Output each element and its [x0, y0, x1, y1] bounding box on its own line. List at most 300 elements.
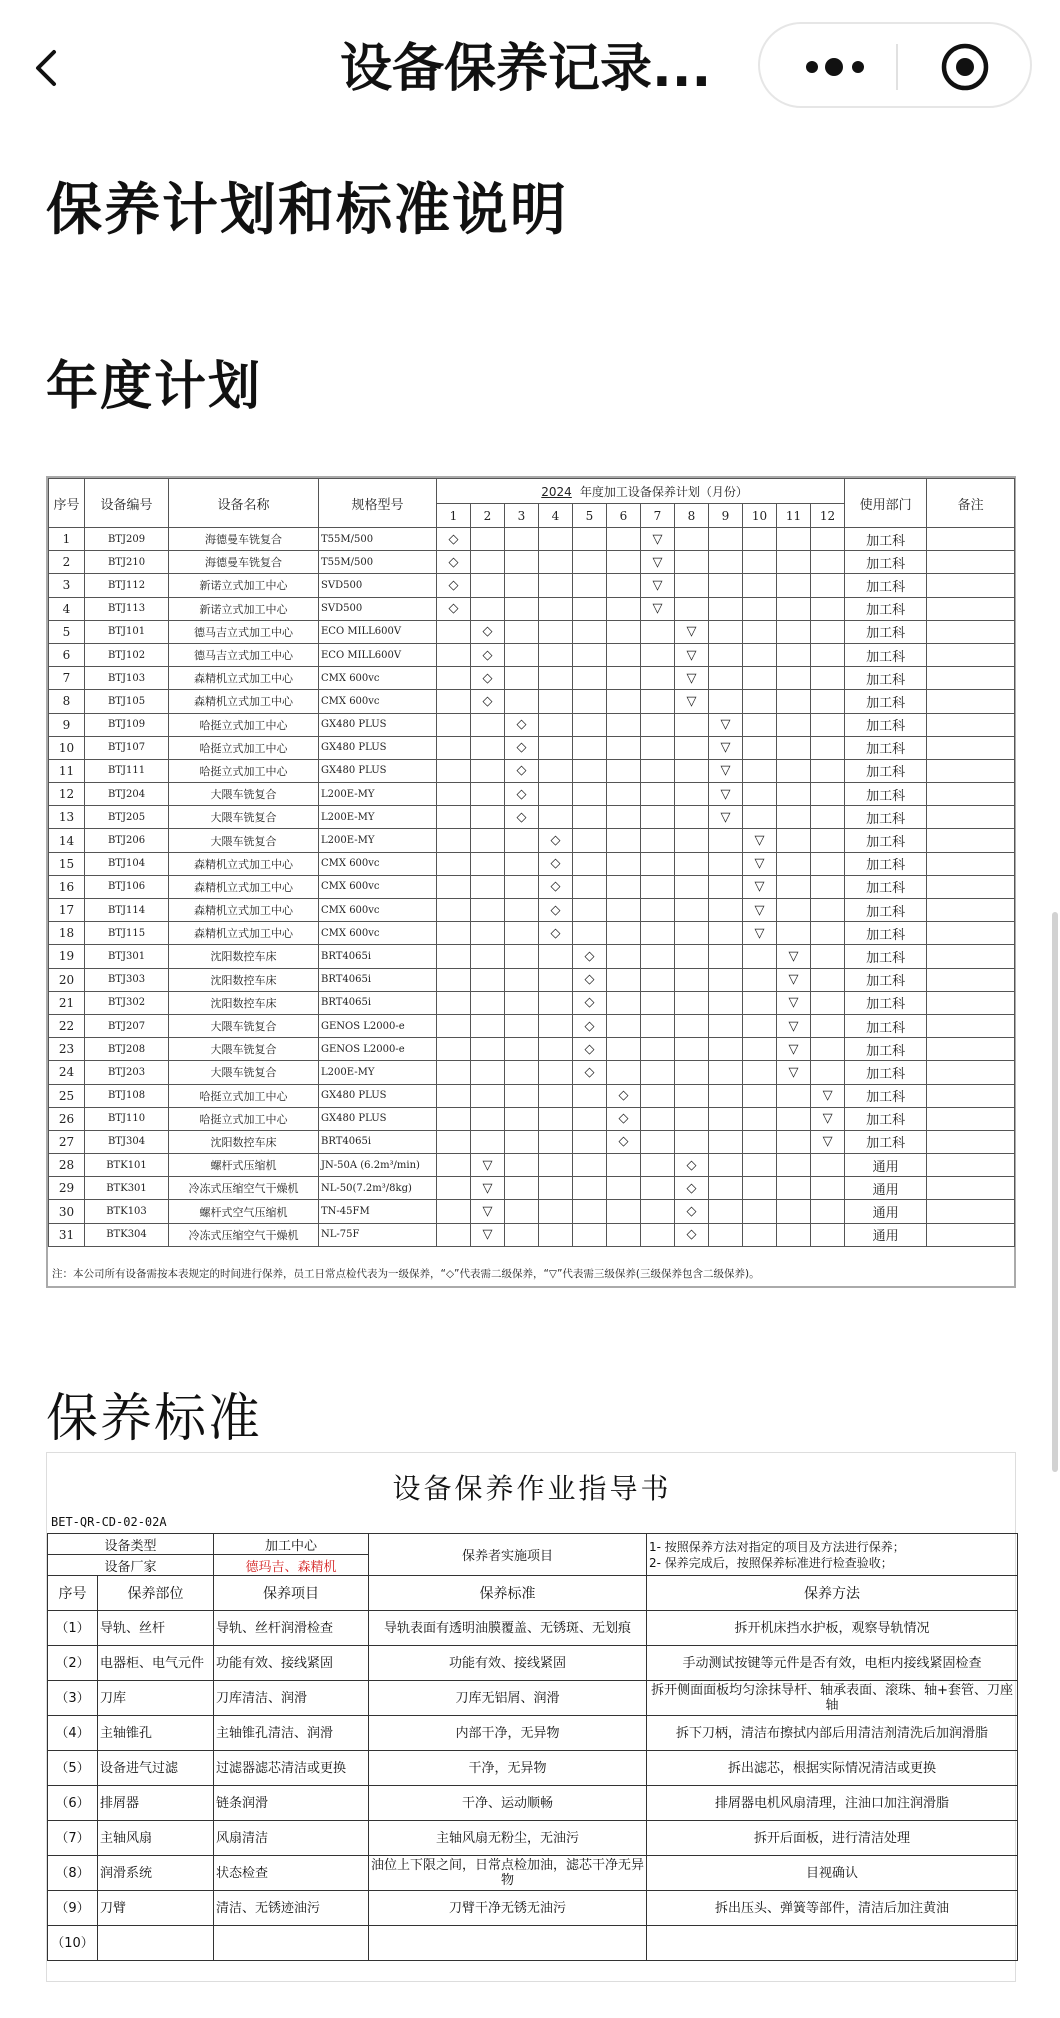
month-cell [573, 1154, 607, 1177]
month-cell [641, 736, 675, 759]
guide-std: 刀库无铝屑、润滑 [369, 1681, 647, 1716]
row-model: CMX 600vc [319, 875, 437, 898]
month-cell [641, 852, 675, 875]
table-row [49, 667, 1015, 690]
row-name: 冷冻式压缩空气干燥机 [169, 1223, 319, 1246]
month-cell [505, 899, 539, 922]
row-remark [927, 899, 1015, 922]
row-remark [927, 528, 1015, 551]
month-cell [437, 620, 471, 643]
guide-no: （6） [48, 1786, 98, 1821]
table-row [49, 1154, 1015, 1177]
guide-no: （5） [48, 1751, 98, 1786]
row-dept: 加工科 [845, 1084, 927, 1107]
month-cell [437, 899, 471, 922]
g-col-method: 保养方法 [647, 1576, 1018, 1611]
level2-diamond-icon: ◇ [686, 1157, 697, 1173]
table-row [49, 806, 1015, 829]
month-cell [811, 852, 845, 875]
month-cell [471, 1154, 505, 1177]
row-model: GX480 PLUS [319, 1084, 437, 1107]
table-row [49, 1200, 1015, 1223]
month-cell [709, 736, 743, 759]
month-cell [675, 713, 709, 736]
page-title: 设备保养记录... [340, 39, 712, 99]
col-month: 8 [675, 504, 709, 528]
month-cell [471, 899, 505, 922]
month-cell [811, 667, 845, 690]
month-cell [437, 574, 471, 597]
month-cell [709, 759, 743, 782]
level3-triangle-icon: ▽ [754, 856, 765, 872]
month-cell [573, 1038, 607, 1061]
month-cell [743, 1107, 777, 1130]
level2-diamond-icon: ◇ [618, 1111, 629, 1127]
row-name: 森精机立式加工中心 [169, 922, 319, 945]
month-cell [505, 1014, 539, 1037]
level2-diamond-icon: ◇ [516, 786, 527, 802]
month-cell [573, 597, 607, 620]
guide-item [214, 1926, 369, 1961]
month-cell [505, 968, 539, 991]
month-cell [505, 1061, 539, 1084]
month-cell [709, 551, 743, 574]
month-cell [573, 667, 607, 690]
row-model: ECO MILL600V [319, 620, 437, 643]
row-name: 冷冻式压缩空气干燥机 [169, 1177, 319, 1200]
g-col-no: 序号 [48, 1576, 98, 1611]
month-cell [471, 829, 505, 852]
month-cell [505, 1107, 539, 1130]
row-dept: 加工科 [845, 1130, 927, 1153]
month-cell [505, 597, 539, 620]
level3-triangle-icon: ▽ [788, 972, 799, 988]
guide-row [48, 1926, 1018, 1961]
level2-diamond-icon: ◇ [516, 740, 527, 756]
month-cell [437, 1223, 471, 1246]
month-cell [709, 713, 743, 736]
level3-triangle-icon: ▽ [686, 624, 697, 640]
month-cell [539, 620, 573, 643]
month-cell [539, 783, 573, 806]
month-cell [743, 667, 777, 690]
month-cell [743, 945, 777, 968]
row-seq: 13 [49, 806, 85, 829]
row-remark [927, 667, 1015, 690]
row-model: CMX 600vc [319, 852, 437, 875]
month-cell [641, 1038, 675, 1061]
month-cell [607, 852, 641, 875]
table-row [49, 829, 1015, 852]
guide-table [47, 1533, 1018, 1961]
row-name: 德马吉立式加工中心 [169, 643, 319, 666]
guide-item: 链条润滑 [214, 1786, 369, 1821]
row-model: GENOS L2000-e [319, 1038, 437, 1061]
more-dots-icon[interactable] [802, 50, 872, 84]
month-cell [811, 643, 845, 666]
row-remark [927, 968, 1015, 991]
month-cell [471, 551, 505, 574]
month-cell [675, 1084, 709, 1107]
instructions [647, 1534, 1018, 1576]
month-cell [607, 899, 641, 922]
month-cell [743, 713, 777, 736]
col-code: 设备编号 [85, 479, 169, 528]
month-cell [777, 643, 811, 666]
row-remark [927, 759, 1015, 782]
col-name: 设备名称 [169, 479, 319, 528]
month-cell [573, 991, 607, 1014]
row-code: BTJ101 [85, 620, 169, 643]
month-cell [709, 875, 743, 898]
row-code: BTJ205 [85, 806, 169, 829]
month-cell [743, 968, 777, 991]
row-dept: 加工科 [845, 968, 927, 991]
month-cell [777, 1061, 811, 1084]
month-cell [777, 968, 811, 991]
level2-diamond-icon: ◇ [482, 693, 493, 709]
type-label: 设备类型 [48, 1534, 214, 1555]
row-model: L200E-MY [319, 1061, 437, 1084]
row-code: BTJ104 [85, 852, 169, 875]
row-model: BRT4065i [319, 1130, 437, 1153]
guide-method [647, 1926, 1018, 1961]
row-seq: 9 [49, 713, 85, 736]
month-cell [709, 852, 743, 875]
row-code: BTJ107 [85, 736, 169, 759]
chevron-left-icon[interactable] [28, 48, 68, 88]
row-model: CMX 600vc [319, 667, 437, 690]
row-seq: 23 [49, 1038, 85, 1061]
guide-no: （9） [48, 1891, 98, 1926]
month-cell [641, 1130, 675, 1153]
row-seq: 18 [49, 922, 85, 945]
capsule-divider [896, 44, 898, 90]
month-cell [811, 1200, 845, 1223]
type-value: 加工中心 [214, 1534, 369, 1555]
guide-part: 导轨、丝杆 [98, 1611, 214, 1646]
month-cell [777, 713, 811, 736]
month-cell [505, 574, 539, 597]
month-cell [811, 1177, 845, 1200]
month-cell [573, 945, 607, 968]
row-code: BTK304 [85, 1223, 169, 1246]
row-model: SVD500 [319, 597, 437, 620]
row-dept: 加工科 [845, 1107, 927, 1130]
row-name: 哈挺立式加工中心 [169, 759, 319, 782]
month-cell [437, 922, 471, 945]
row-code: BTJ108 [85, 1084, 169, 1107]
month-cell [641, 945, 675, 968]
row-name: 大隈车铣复合 [169, 1014, 319, 1037]
month-cell [539, 759, 573, 782]
month-cell [675, 806, 709, 829]
month-cell [743, 1038, 777, 1061]
col-month: 11 [777, 504, 811, 528]
level3-triangle-icon: ▽ [788, 1018, 799, 1034]
row-remark [927, 783, 1015, 806]
month-cell [437, 1200, 471, 1223]
level3-triangle-icon: ▽ [686, 693, 697, 709]
row-remark [927, 1223, 1015, 1246]
row-code: BTJ102 [85, 643, 169, 666]
month-cell [777, 1154, 811, 1177]
month-cell [743, 922, 777, 945]
level3-triangle-icon: ▽ [754, 833, 765, 849]
row-code: BTJ210 [85, 551, 169, 574]
level2-diamond-icon: ◇ [516, 763, 527, 779]
row-code: BTJ109 [85, 713, 169, 736]
table-row [49, 1084, 1015, 1107]
month-cell [539, 643, 573, 666]
month-cell [675, 1200, 709, 1223]
row-dept: 通用 [845, 1200, 927, 1223]
month-cell [641, 713, 675, 736]
month-cell [539, 690, 573, 713]
row-seq: 31 [49, 1223, 85, 1246]
month-cell [641, 1200, 675, 1223]
month-cell [675, 620, 709, 643]
month-cell [437, 736, 471, 759]
guide-method: 拆开后面板，进行清洁处理 [647, 1821, 1018, 1856]
month-cell [777, 759, 811, 782]
month-cell [471, 713, 505, 736]
guide-std [369, 1926, 647, 1961]
guide-std: 导轨表面有透明油膜覆盖、无锈斑、无划痕 [369, 1611, 647, 1646]
table-row [49, 574, 1015, 597]
guide-no: （4） [48, 1716, 98, 1751]
month-cell [573, 899, 607, 922]
month-cell [641, 1223, 675, 1246]
level2-diamond-icon: ◇ [550, 879, 561, 895]
month-cell [607, 528, 641, 551]
month-cell [573, 690, 607, 713]
month-cell [811, 597, 845, 620]
month-cell [641, 597, 675, 620]
month-cell [539, 922, 573, 945]
scrollbar[interactable] [1052, 912, 1058, 1472]
row-dept: 加工科 [845, 667, 927, 690]
month-cell [505, 1154, 539, 1177]
month-cell [777, 1177, 811, 1200]
month-cell [811, 899, 845, 922]
row-seq: 4 [49, 597, 85, 620]
month-cell [437, 945, 471, 968]
table-row [49, 528, 1015, 551]
row-dept: 加工科 [845, 528, 927, 551]
guide-row [48, 1716, 1018, 1751]
table-row [49, 968, 1015, 991]
month-cell [505, 922, 539, 945]
level3-triangle-icon: ▽ [652, 601, 663, 617]
month-cell [675, 690, 709, 713]
row-model: CMX 600vc [319, 922, 437, 945]
month-cell [709, 1130, 743, 1153]
month-cell [811, 1038, 845, 1061]
month-cell [777, 991, 811, 1014]
row-name: 哈挺立式加工中心 [169, 713, 319, 736]
month-cell [505, 1177, 539, 1200]
row-remark [927, 945, 1015, 968]
row-model: NL-75F [319, 1223, 437, 1246]
guide-row [48, 1611, 1018, 1646]
target-icon[interactable] [940, 42, 990, 92]
level3-triangle-icon: ▽ [754, 879, 765, 895]
month-cell [811, 1154, 845, 1177]
table-row [49, 1223, 1015, 1246]
month-cell [641, 922, 675, 945]
col-remark: 备注 [927, 479, 1015, 528]
month-cell [709, 690, 743, 713]
month-cell [743, 528, 777, 551]
table-row [49, 643, 1015, 666]
guide-no: （7） [48, 1821, 98, 1856]
month-cell [777, 1084, 811, 1107]
row-code: BTJ304 [85, 1130, 169, 1153]
row-remark [927, 713, 1015, 736]
month-cell [709, 899, 743, 922]
row-name: 沈阳数控车床 [169, 1130, 319, 1153]
month-cell [777, 1130, 811, 1153]
row-remark [927, 852, 1015, 875]
month-cell [811, 690, 845, 713]
level3-triangle-icon: ▽ [482, 1180, 493, 1196]
row-remark [927, 643, 1015, 666]
month-cell [709, 968, 743, 991]
row-seq: 30 [49, 1200, 85, 1223]
row-model: GX480 PLUS [319, 1107, 437, 1130]
guide-std: 功能有效、接线紧固 [369, 1646, 647, 1681]
row-remark [927, 1177, 1015, 1200]
month-cell [641, 759, 675, 782]
row-dept: 加工科 [845, 829, 927, 852]
month-cell [675, 1177, 709, 1200]
month-cell [437, 806, 471, 829]
month-cell [743, 1084, 777, 1107]
month-cell [709, 1177, 743, 1200]
annual-plan-image [46, 476, 1016, 1288]
month-cell [675, 551, 709, 574]
month-cell [437, 528, 471, 551]
month-cell [641, 783, 675, 806]
row-seq: 12 [49, 783, 85, 806]
annual-plan-table [48, 478, 1015, 1247]
month-cell [471, 922, 505, 945]
month-cell [437, 597, 471, 620]
month-cell [539, 528, 573, 551]
month-cell [437, 875, 471, 898]
month-cell [675, 643, 709, 666]
month-cell [573, 829, 607, 852]
maker-label: 设备厂家 [48, 1555, 214, 1576]
month-cell [437, 1130, 471, 1153]
month-cell [539, 875, 573, 898]
row-code: BTJ112 [85, 574, 169, 597]
month-cell [709, 1061, 743, 1084]
menu-capsule [758, 22, 1032, 108]
month-cell [573, 620, 607, 643]
maintenance-guide-image [46, 1452, 1016, 1982]
row-remark [927, 829, 1015, 852]
row-model: CMX 600vc [319, 690, 437, 713]
row-code: BTJ103 [85, 667, 169, 690]
col-month: 5 [573, 504, 607, 528]
level2-diamond-icon: ◇ [584, 1064, 595, 1080]
month-cell [471, 1200, 505, 1223]
month-cell [471, 643, 505, 666]
row-remark [927, 1038, 1015, 1061]
month-cell [777, 574, 811, 597]
row-name: 哈挺立式加工中心 [169, 1107, 319, 1130]
row-dept: 加工科 [845, 991, 927, 1014]
month-cell [607, 968, 641, 991]
row-name: 森精机立式加工中心 [169, 667, 319, 690]
row-dept: 加工科 [845, 574, 927, 597]
month-cell [573, 759, 607, 782]
row-remark [927, 922, 1015, 945]
row-name: 森精机立式加工中心 [169, 875, 319, 898]
month-cell [607, 783, 641, 806]
level2-diamond-icon: ◇ [482, 647, 493, 663]
month-cell [573, 736, 607, 759]
guide-method: 拆开机床挡水护板，观察导轨情况 [647, 1611, 1018, 1646]
month-cell [607, 1107, 641, 1130]
level2-diamond-icon: ◇ [448, 577, 459, 593]
month-cell [607, 551, 641, 574]
month-cell [675, 597, 709, 620]
guide-row [48, 1891, 1018, 1926]
guide-std: 刀臂干净无锈无油污 [369, 1891, 647, 1926]
row-dept: 加工科 [845, 945, 927, 968]
month-cell [641, 528, 675, 551]
month-cell [505, 945, 539, 968]
guide-method: 拆开侧面面板均匀涂抹导杆、轴承表面、滚珠、轴+套管、刀座轴 [647, 1681, 1018, 1716]
month-cell [607, 1061, 641, 1084]
month-cell [811, 759, 845, 782]
month-cell [743, 991, 777, 1014]
row-seq: 26 [49, 1107, 85, 1130]
month-cell [777, 736, 811, 759]
row-name: 螺杆式空气压缩机 [169, 1200, 319, 1223]
row-model: NL-50(7.2m³/8kg) [319, 1177, 437, 1200]
level2-diamond-icon: ◇ [618, 1088, 629, 1104]
row-seq: 3 [49, 574, 85, 597]
guide-part [98, 1926, 214, 1961]
month-cell [437, 1154, 471, 1177]
level3-triangle-icon: ▽ [720, 786, 731, 802]
month-cell [607, 1223, 641, 1246]
level2-diamond-icon: ◇ [584, 972, 595, 988]
month-cell [675, 991, 709, 1014]
row-code: BTJ209 [85, 528, 169, 551]
month-cell [505, 991, 539, 1014]
month-cell [539, 1107, 573, 1130]
row-model: JN-50A (6.2m³/min) [319, 1154, 437, 1177]
month-cell [641, 991, 675, 1014]
month-cell [777, 597, 811, 620]
month-cell [471, 574, 505, 597]
month-cell [437, 643, 471, 666]
row-name: 德马吉立式加工中心 [169, 620, 319, 643]
month-cell [641, 667, 675, 690]
row-seq: 28 [49, 1154, 85, 1177]
level3-triangle-icon: ▽ [652, 531, 663, 547]
month-cell [505, 1200, 539, 1223]
month-cell [539, 968, 573, 991]
month-cell [709, 991, 743, 1014]
guide-method: 目视确认 [647, 1856, 1018, 1891]
month-cell [505, 667, 539, 690]
